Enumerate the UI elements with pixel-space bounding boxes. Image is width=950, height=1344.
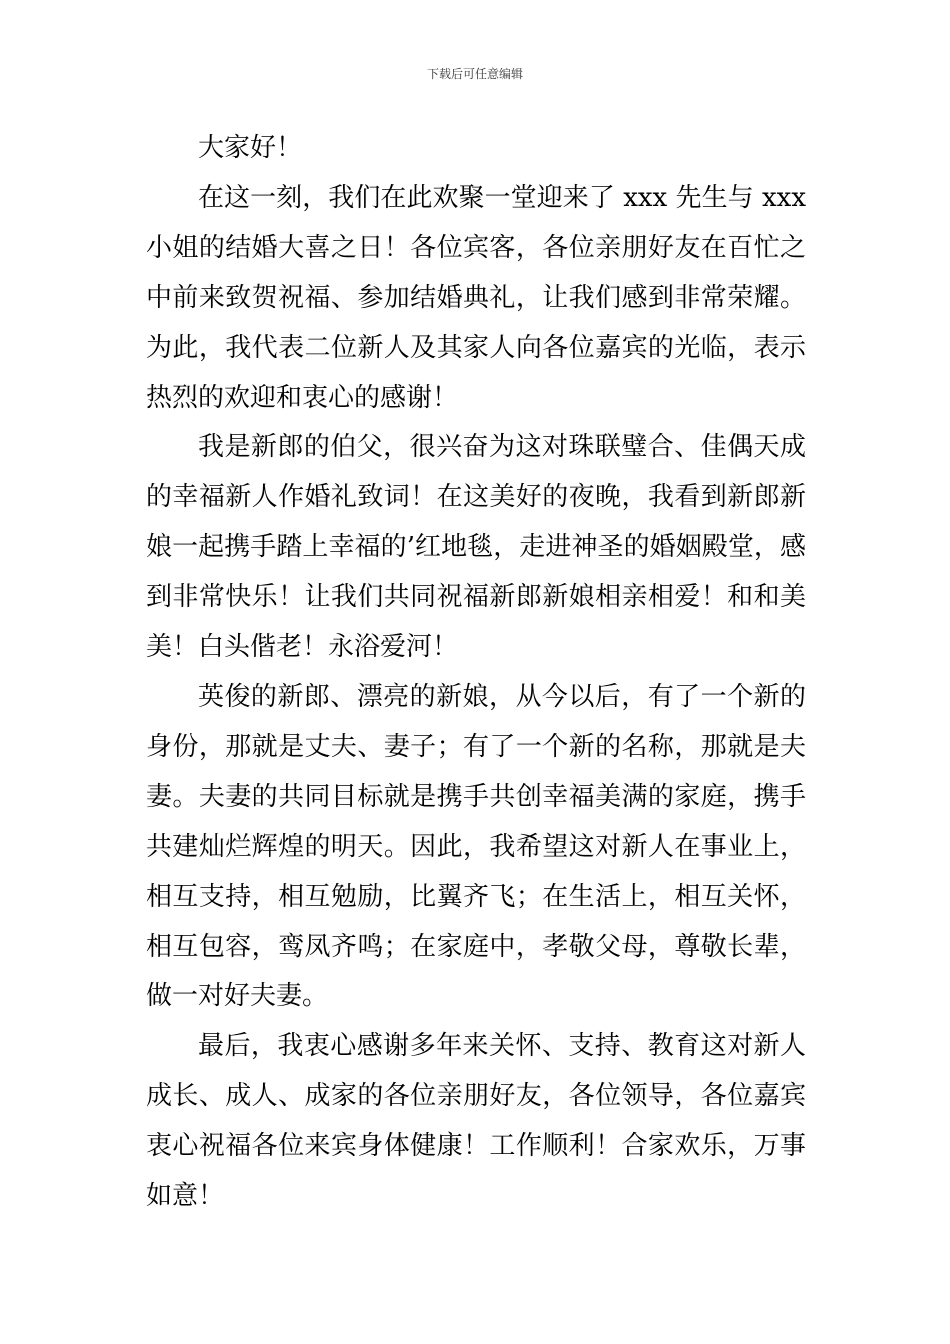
document-body [146,124,806,1222]
closing-paragraph: 最后，我衷心感谢多年来关怀、支持、教育这对新人成长、成人、成家的各位亲朋好友，各位领导，各位嘉宾衷心祝福各位来宾身体健康！工作顺利！合家欢乐，万事如意！ [146,1031,806,1212]
blessing-paragraph: 我是新郎的伯父，很兴奋为这对珠联璧合、佳偶天成的幸福新人作婚礼致词！在这美好的夜晚，我看到新郎新娘一起携手踏上幸福的’红地毯，走进神圣的婚姻殿堂，感到非常快乐！让我们共同祝福新郎新娘相亲相爱！和和美美！白头偕老！永浴爱河！ [146,432,806,663]
welcome-paragraph: 在这一刻，我们在此欢聚一堂迎来了 xxx 先生与 xxx 小姐的结婚大喜之日！各位宾客，各位亲朋好友在百忙之中前来致贺祝福、参加结婚典礼，让我们感到非常荣耀。为此，我代表二位新人及其家人向各位嘉宾的光临，表示热烈的欢迎和衷心的感谢！ [146,182,806,413]
advice-paragraph: 英俊的新郎、漂亮的新娘，从今以后，有了一个新的身份，那就是丈夫、妻子；有了一个新的名称，那就是夫妻。夫妻的共同目标就是携手共创幸福美满的家庭，携手共建灿烂辉煌的明天。因此，我希望这对新人在事业上，相互支持，相互勉励，比翼齐飞；在生活上，相互关怀，相互包容，鸾凤齐鸣；在家庭中，孝敬父母，尊敬长辈，做一对好夫妻。 [146,681,806,1012]
header-note: 下载后可任意编辑 [426,67,523,81]
greeting-paragraph: 大家好！ [198,133,303,163]
